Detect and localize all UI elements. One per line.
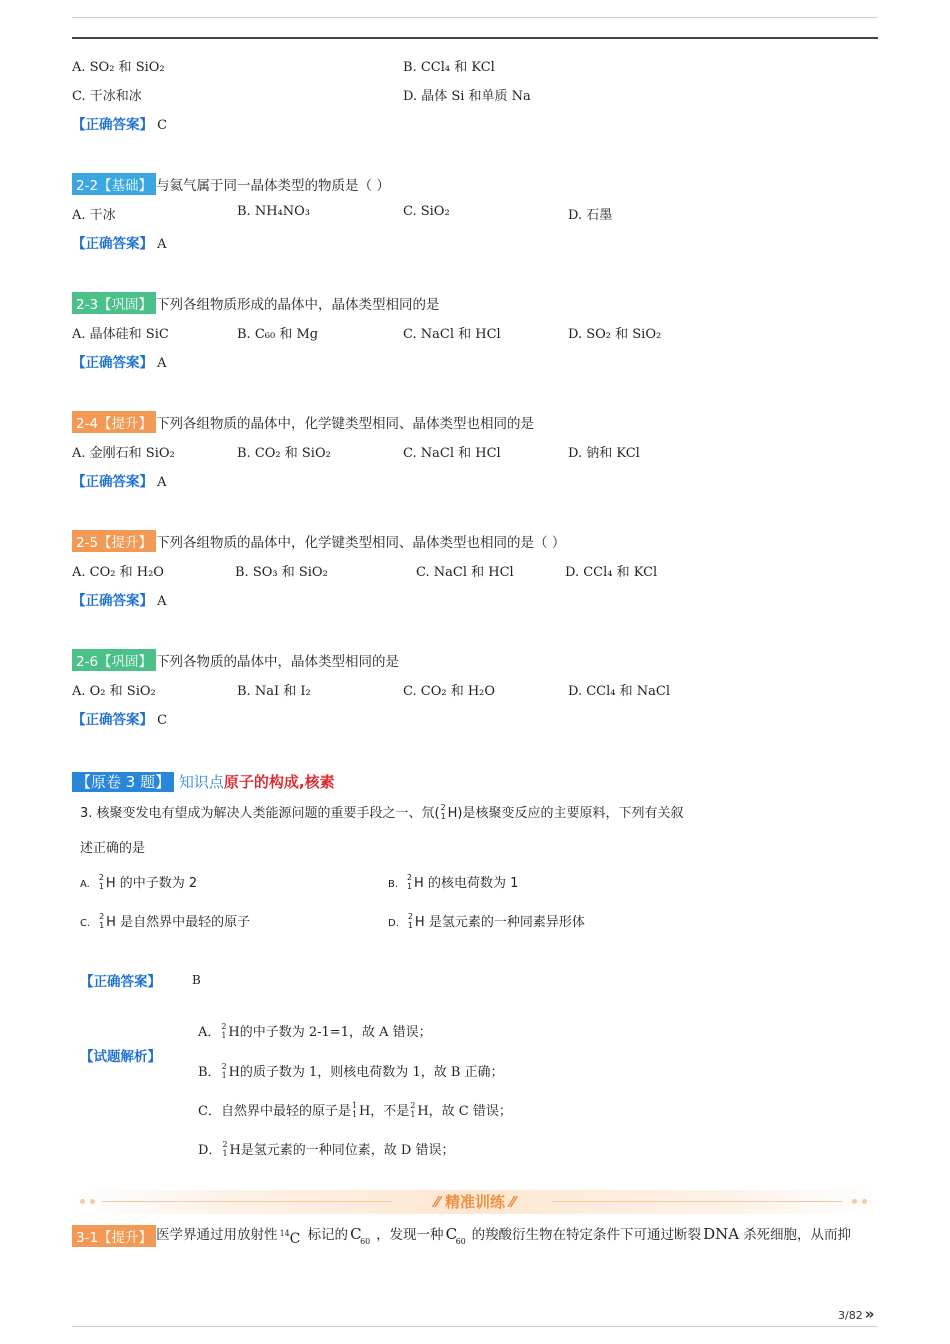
q3-answer-value: B (192, 973, 201, 987)
q23-option-b: B. C₆₀ 和 Mg (237, 327, 319, 342)
q25-option-b: B. SO₃ 和 SiO₂ (235, 565, 328, 580)
answer-value: A (157, 594, 167, 609)
q3-text-post: )是核聚变反应的主要原料，下列有关叙 (457, 806, 684, 821)
q24-option-a: A. 金刚石和 SiO₂ (72, 446, 175, 461)
answer-label: 【正确答案】 (72, 593, 153, 609)
q3-stem-line2: 述正确的是 (80, 841, 146, 856)
answer-value: A (157, 475, 167, 490)
answer-label: 【正确答案】 (80, 974, 161, 990)
answer-label: 【正确答案】 (72, 355, 153, 371)
q3-option-c: C. 2 1 H 是自然界中最轻的原子 (80, 911, 251, 930)
q24-tag: 2-4【提升】 (72, 411, 156, 433)
q23-tag: 2-3【巩固】 (72, 292, 156, 314)
q22-text: 与氦气属于同一晶体类型的物质是（ ） (156, 178, 390, 194)
q25-tag: 2-5【提升】 (72, 530, 156, 552)
knowledge-point-label: 知识点 (178, 773, 224, 791)
answer-label: 【正确答案】 (72, 712, 153, 728)
q22-tag: 2-2【基础】 (72, 173, 156, 195)
answer-value: A (157, 237, 167, 252)
q26-option-c: C. CO₂ 和 H₂O (403, 684, 496, 699)
answer-label: 【正确答案】 (72, 474, 153, 490)
training-title: ⁄⁄ 精准训练 ⁄⁄ (434, 1193, 516, 1211)
q23-answer (72, 351, 167, 371)
header-rule-thick (72, 37, 878, 39)
q3-analysis-a: A． 2 1 H的中子数为 2-1=1，故 A 错误； (198, 1021, 432, 1040)
section-header (72, 771, 335, 792)
banner-slash-icon: ⁄⁄ (434, 1193, 445, 1211)
knowledge-point-topic: 原子的构成,核素 (223, 773, 335, 791)
q24-text: 下列各组物质的晶体中，化学键类型相同、晶体类型也相同的是 (156, 416, 535, 432)
q1-option-c: C. 干冰和冰 (72, 89, 142, 104)
q24-option-c: C. NaCl 和 HCl (403, 446, 501, 461)
q25-option-c: C. NaCl 和 HCl (416, 565, 514, 580)
answer-label: 【正确答案】 (72, 236, 153, 252)
q25-text: 下列各组物质的晶体中，化学键类型相同、晶体类型也相同的是（ ） (156, 535, 566, 551)
q1-option-a: A. SO₂ 和 SiO₂ (72, 60, 165, 75)
q26-stem (72, 649, 399, 671)
header-rule-thin (72, 17, 878, 18)
answer-value: C (157, 713, 168, 728)
q23-option-d: D. SO₂ 和 SiO₂ (568, 327, 662, 342)
answer-value: C (157, 118, 168, 133)
q3-analysis-label: 【试题解析】 (80, 1049, 161, 1065)
q26-option-d: D. CCl₄ 和 NaCl (568, 684, 670, 699)
q31-tag: 3-1【提升】 (72, 1225, 156, 1247)
footer-rule (72, 1326, 878, 1327)
q1-answer (72, 113, 167, 133)
q22-option-c: C. SiO₂ (403, 204, 450, 219)
q26-text: 下列各物质的晶体中，晶体类型相同的是 (156, 654, 400, 670)
q3-analysis-d: D． 2 1 H是氢元素的一种同位素，故 D 错误； (198, 1139, 455, 1158)
q26-tag: 2-6【巩固】 (72, 649, 156, 671)
q25-option-a: A. CO₂ 和 H₂O (72, 565, 164, 580)
q22-option-a: A. 干冰 (72, 208, 116, 223)
q22-stem (72, 173, 390, 195)
banner-slash-icon: ⁄⁄ (505, 1193, 516, 1211)
q3-text-pre: 3. 核聚变发电有望成为解决人类能源问题的重要手段之一、氘( (80, 806, 440, 821)
q26-answer (72, 708, 167, 728)
q3-option-b: B. 2 1 H 的核电荷数为 1 (388, 872, 519, 891)
q23-stem (72, 292, 440, 314)
q3-option-a: A. 2 1 H 的中子数为 2 (80, 872, 198, 891)
q3-option-d: D. 2 1 H 是氢元素的一种同素异形体 (388, 911, 585, 930)
nuclide-symbol: 2 1 (440, 802, 446, 821)
q22-option-d: D. 石墨 (568, 208, 613, 223)
q24-stem (72, 411, 534, 433)
q23-option-c: C. NaCl 和 HCl (403, 327, 501, 342)
q31-stem: 3-1【提升】 医学界通过用放射性 14 C 标记的 C 60 ，发现一种 C 60 的羧酸衍生物在特定条件下可通过断裂 DNA 杀死细胞，从而抑 (72, 1223, 851, 1263)
next-arrow-icon: » (864, 1305, 875, 1323)
q23-option-a: A. 晶体硅和 SiC (72, 327, 169, 342)
q25-answer (72, 589, 167, 609)
answer-label: 【正确答案】 (72, 117, 153, 133)
q3-analysis-b: B． 2 1 H的质子数为 1，则核电荷数为 1，故 B 正确； (198, 1061, 504, 1080)
original-question-box: 【原卷 3 题】 (72, 772, 174, 792)
q1-option-b: B. CCl₄ 和 KCl (403, 60, 495, 75)
q26-option-a: A. O₂ 和 SiO₂ (72, 684, 156, 699)
training-banner (72, 1190, 878, 1214)
q3-analysis-c: C．自然界中最轻的原子是 1 1 H，不是 2 1 H，故 C 错误； (198, 1100, 512, 1119)
q24-option-d: D. 钠和 KCl (568, 446, 640, 461)
q22-answer (72, 232, 167, 252)
q3-answer (80, 970, 161, 990)
q24-option-b: B. CO₂ 和 SiO₂ (237, 446, 331, 461)
page-number: 3/82 » (838, 1305, 875, 1323)
q24-answer (72, 470, 167, 490)
q22-option-b: B. NH₄NO₃ (237, 204, 310, 219)
q26-option-b: B. NaI 和 I₂ (237, 684, 311, 699)
q25-stem (72, 530, 565, 552)
q1-option-d: D. 晶体 Si 和单质 Na (403, 89, 531, 104)
q23-text: 下列各组物质形成的晶体中，晶体类型相同的是 (156, 297, 440, 313)
answer-value: A (157, 356, 167, 371)
q25-option-d: D. CCl₄ 和 KCl (565, 565, 658, 580)
q3-stem-line1: 3. 核聚变发电有望成为解决人类能源问题的重要手段之一、氘( 2 1 H)是核聚变反应的主要原料，下列有关叙 (80, 802, 684, 821)
